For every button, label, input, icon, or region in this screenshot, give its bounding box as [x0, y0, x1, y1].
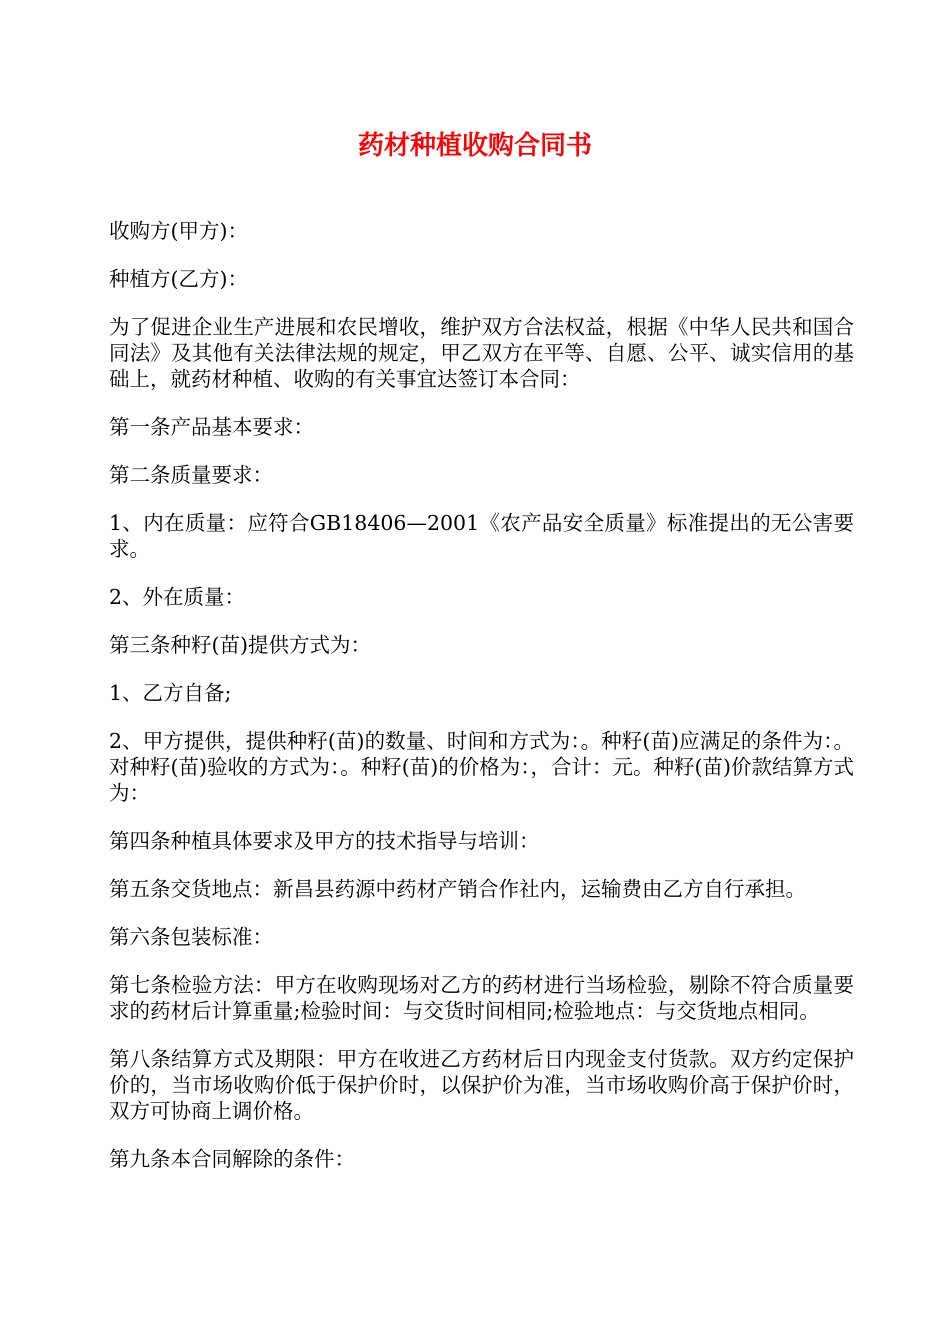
- paragraph-article-2-item-2: 2、外在质量：: [109, 585, 246, 609]
- paragraph-article-3-item-1: 1、乙方自备;: [109, 681, 232, 705]
- paragraph-article-6: 第六条包装标准：: [109, 925, 273, 949]
- paragraph-article-2-item-1: 1、内在质量：应符合GB18406—2001《农产品安全质量》标准提出的无公害要求。: [109, 511, 854, 561]
- paragraph-article-9: 第九条本合同解除的条件：: [109, 1147, 355, 1171]
- document-body: [109, 218, 854, 1194]
- paragraph-buyer: 收购方(甲方)：: [109, 219, 248, 243]
- document-title: 药材种植收购合同书: [357, 131, 592, 161]
- paragraph-article-1: 第一条产品基本要求：: [109, 415, 314, 439]
- paragraph-article-2: 第二条质量要求：: [109, 463, 273, 487]
- paragraph-article-3: 第三条种籽(苗)提供方式为：: [109, 633, 371, 657]
- paragraph-article-8: 第八条结算方式及期限：甲方在收进乙方药材后日内现金支付货款。双方约定保护价的，当市场收购价低于保护价时，以保护价为准，当市场收购价高于保护价时，双方可协商上调价格。: [109, 1047, 854, 1123]
- paragraph-grower: 种植方(乙方)：: [109, 267, 248, 291]
- paragraph-article-4: 第四条种植具体要求及甲方的技术指导与培训：: [109, 829, 540, 853]
- paragraph-article-7: 第七条检验方法：甲方在收购现场对乙方的药材进行当场检验，剔除不符合质量要求的药材后计算重量;检验时间：与交货时间相同;检验地点：与交货地点相同。: [109, 973, 854, 1023]
- paragraph-preamble: 为了促进企业生产进展和农民增收，维护双方合法权益，根据《中华人民共和国合同法》及其他有关法律法规的规定，甲乙双方在平等、自愿、公平、诚实信用的基础上，就药材种植、收购的有关事宜达签订本合同：: [109, 315, 854, 391]
- paragraph-article-5: 第五条交货地点：新昌县药源中药材产销合作社内，运输费由乙方自行承担。: [109, 877, 806, 901]
- paragraph-article-3-item-2: 2、甲方提供，提供种籽(苗)的数量、时间和方式为：。种籽(苗)应满足的条件为：。对种籽(苗)验收的方式为：。种籽(苗)的价格为：，合计：元。种籽(苗)价款结算方式为：: [109, 729, 854, 805]
